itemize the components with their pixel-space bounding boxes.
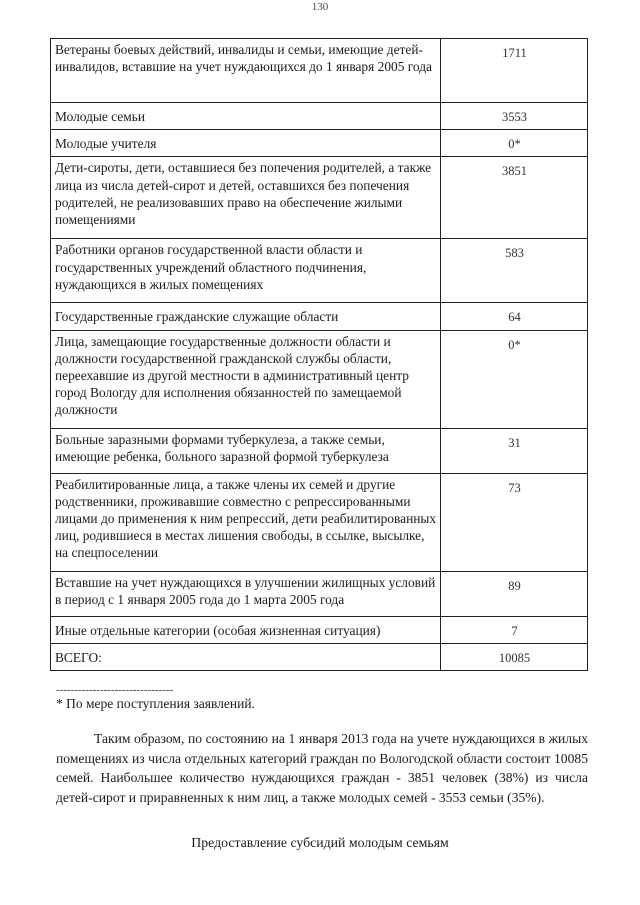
category-cell: Ветераны боевых действий, инвалиды и семьи, имеющие детей-инвалидов, вставшие на учет нуждающихся до 1 января 2005 года — [51, 39, 441, 103]
section-heading: Предоставление субсидий молодым семьям — [191, 835, 449, 850]
table-row — [51, 130, 588, 157]
value-cell: 64 — [441, 303, 588, 330]
category-cell: Больные заразными формами туберкулеза, а также семьи, имеющие ребенка, больного заразной формой туберкулеза — [51, 428, 441, 473]
table-row-total — [51, 643, 588, 670]
table-row — [51, 303, 588, 330]
category-cell: Работники органов государственной власти области и государственных учреждений областного подчинения, нуждающихся в жилых помещениях — [51, 239, 441, 303]
value-cell: 0* — [441, 330, 588, 428]
value-cell: 3851 — [441, 157, 588, 239]
table-row — [51, 616, 588, 643]
total-value-cell: 10085 — [441, 643, 588, 670]
summary-paragraph: Таким образом, по состоянию на 1 января 2013 года на учете нуждающихся в жилых помещениях из числа отдельных категорий граждан по Вологодской области состоит 10085 семей. Наибольшее количество нуждающихся граждан - 3851 человек (38%) из числа детей-сирот и приравненных к ним лиц, а также молодых семей - 3553 семьи (35%). — [56, 731, 588, 805]
table-row — [51, 157, 588, 239]
footnote: * По мере поступления заявлений. — [56, 696, 255, 711]
category-cell: Реабилитированные лица, а также члены их семей и другие родственники, проживавшие совместно с репрессированными лицами до применения к ним репрессий, дети реабилитированных лиц, родившиеся в местах лишения свободы, в ссылке, высылке, на спецпоселении — [51, 473, 441, 571]
table-row — [51, 571, 588, 616]
table-row — [51, 39, 588, 103]
category-cell: Лица, замещающие государственные должности области и должности государственной гражданской службы области, переехавшие из другой местности в административный центр город Вологду для исполнения обязанностей по замещаемой должности — [51, 330, 441, 428]
value-cell: 7 — [441, 616, 588, 643]
table-row — [51, 239, 588, 303]
total-label-cell: ВСЕГО: — [51, 643, 441, 670]
footnote-separator: -------------------------------- — [56, 684, 174, 696]
table-row — [51, 473, 588, 571]
table-row — [51, 330, 588, 428]
value-cell: 31 — [441, 428, 588, 473]
value-cell: 89 — [441, 571, 588, 616]
value-cell: 73 — [441, 473, 588, 571]
page-number: 130 — [311, 1, 329, 13]
value-cell: 3553 — [441, 103, 588, 130]
category-cell: Дети-сироты, дети, оставшиеся без попечения родителей, а также лица из числа детей-сирот и детей, оставшихся без попечения родителей, не реализовавших право на обеспечение жилыми помещениями — [51, 157, 441, 239]
value-cell: 583 — [441, 239, 588, 303]
category-cell: Государственные гражданские служащие области — [51, 303, 441, 330]
category-cell: Молодые учителя — [51, 130, 441, 157]
table-row — [51, 103, 588, 130]
table-row — [51, 428, 588, 473]
category-cell: Иные отдельные категории (особая жизненная ситуация) — [51, 616, 441, 643]
category-cell: Вставшие на учет нуждающихся в улучшении жилищных условий в период с 1 января 2005 года до 1 марта 2005 года — [51, 571, 441, 616]
value-cell: 1711 — [441, 39, 588, 103]
value-cell: 0* — [441, 130, 588, 157]
category-cell: Молодые семьи — [51, 103, 441, 130]
categories-table — [50, 38, 588, 671]
